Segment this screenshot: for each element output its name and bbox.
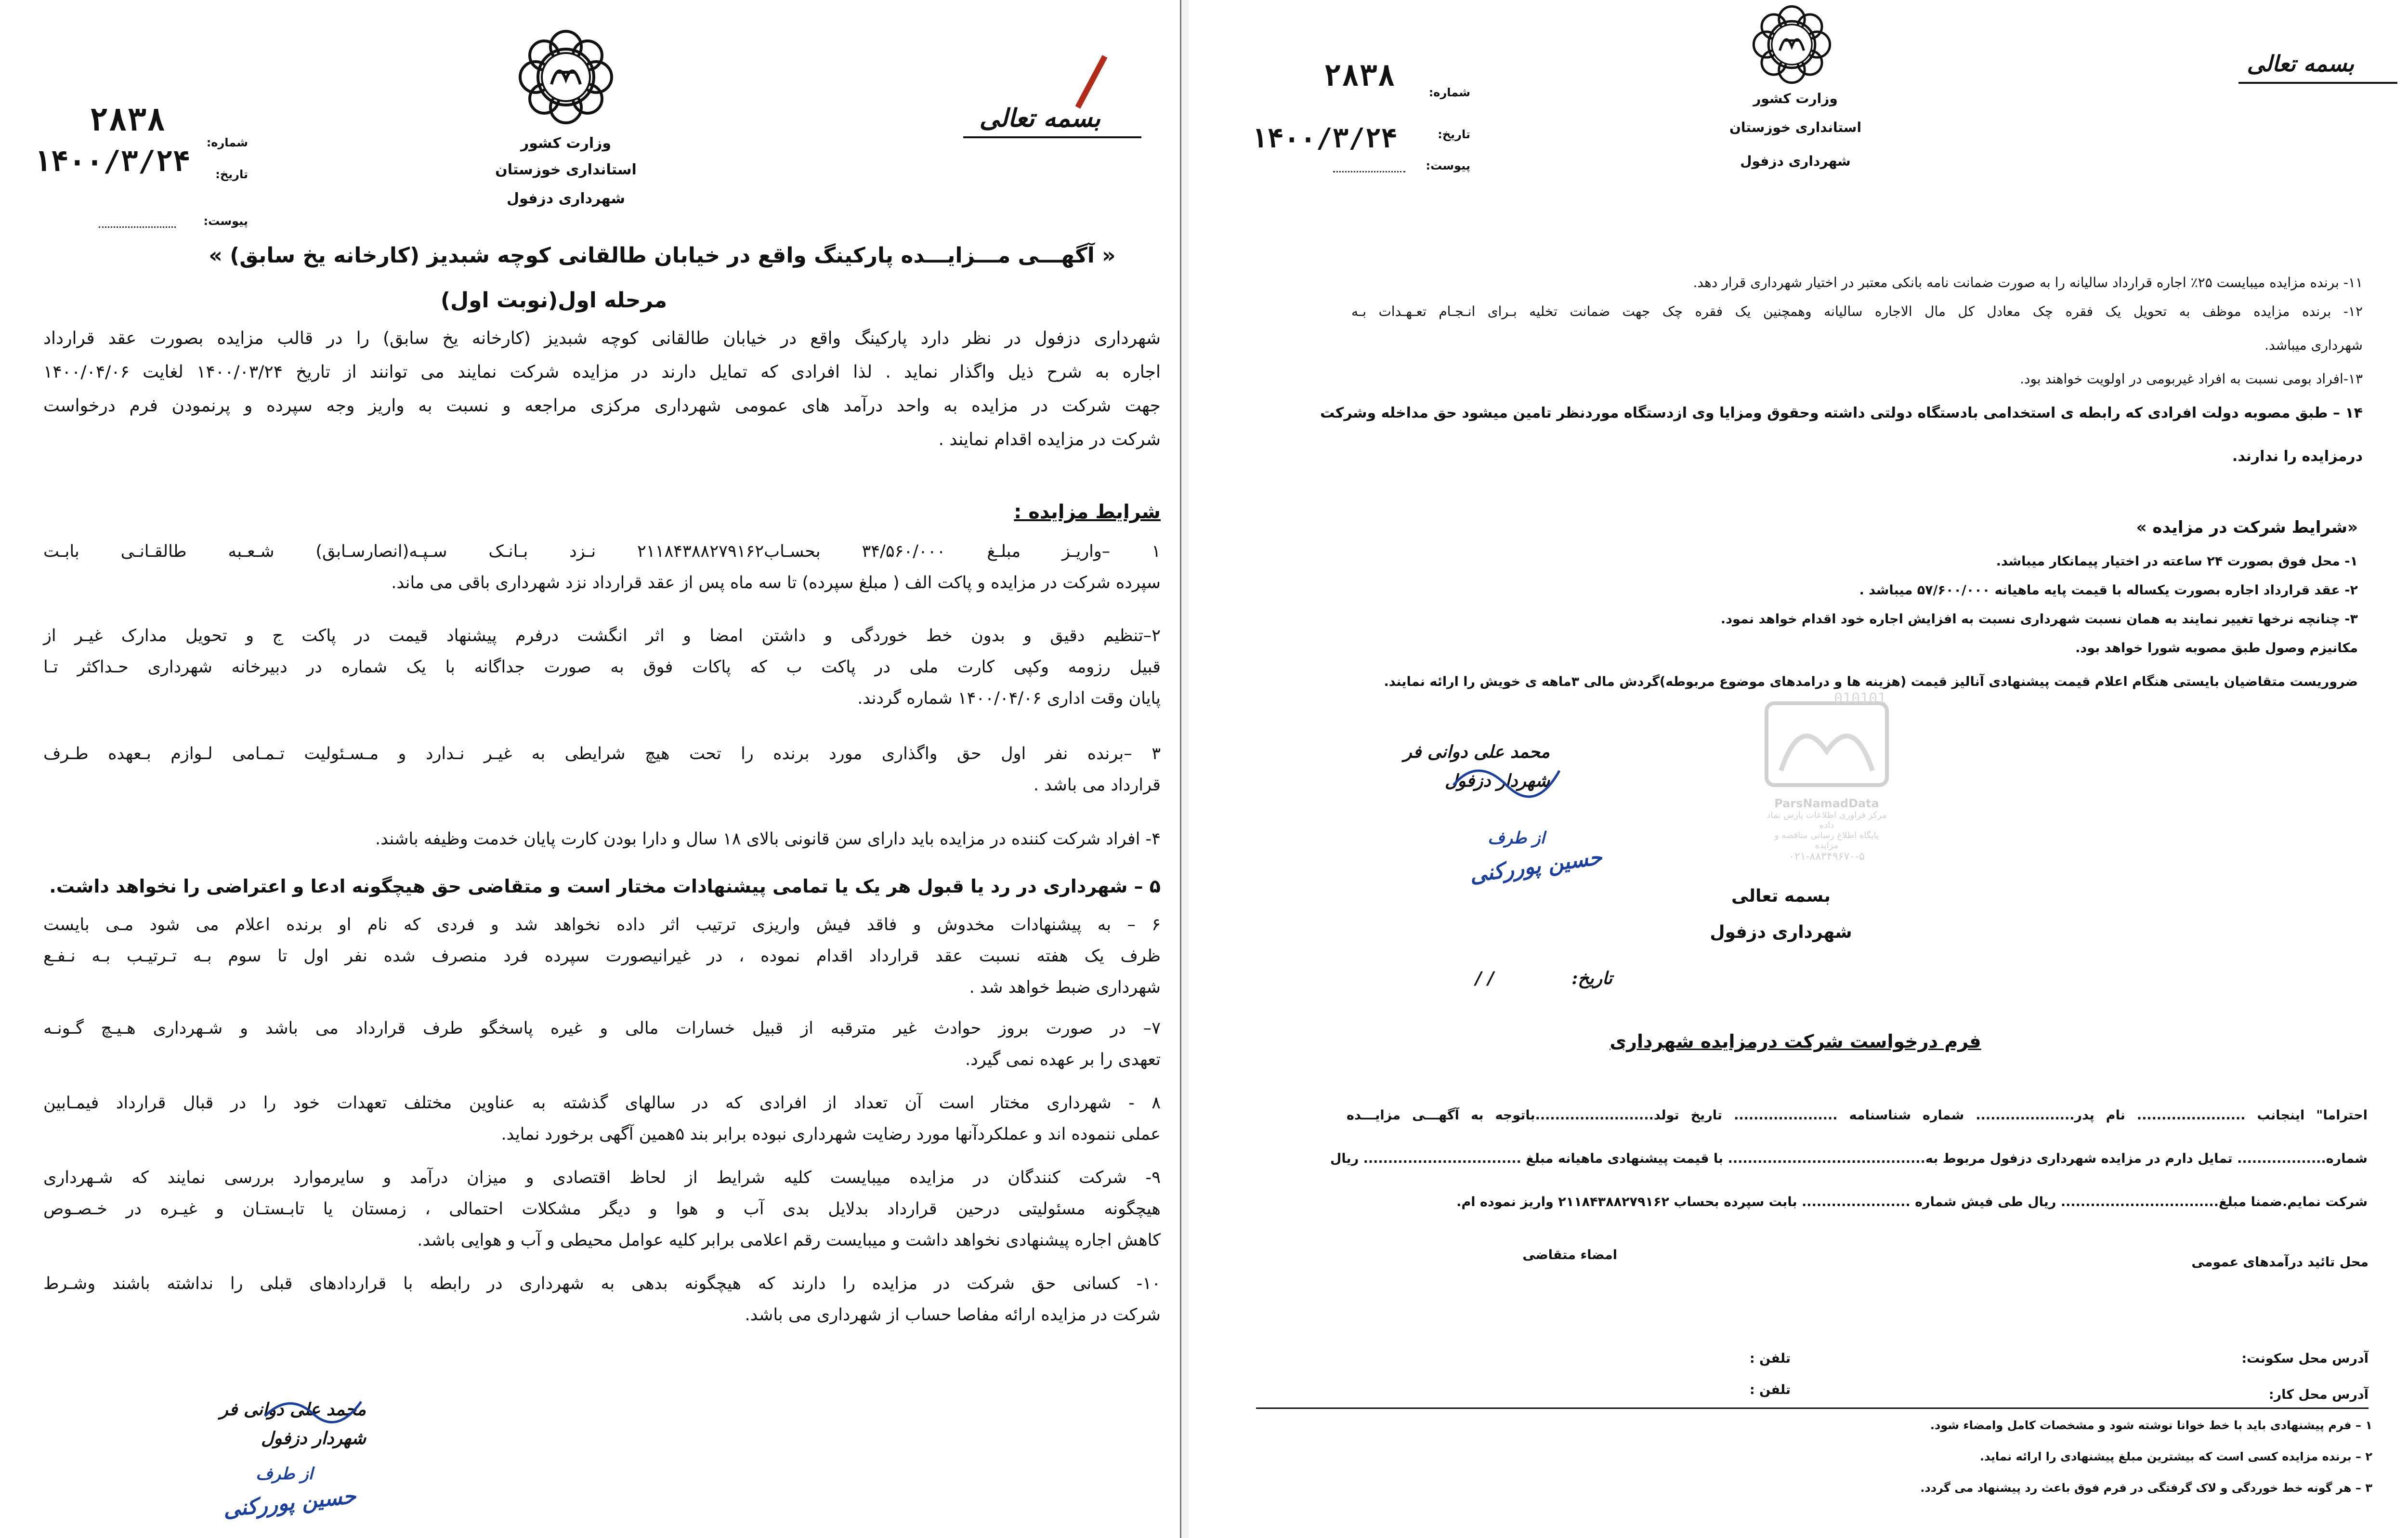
number-value: ۲۸۳۸ — [89, 101, 166, 138]
intro-line: شهرداری دزفول در نظر دارد پارکینگ واقع در خیابان طالقانی کوچه شبدیز (کارخانه یخ سابق) را در قالب مزایده بصورت عقد قرارداد — [43, 329, 1161, 348]
participation-line: ۳- چنانچه نرخها تغییر نمایند به همان نسبت شهرداری نسبت به افزایش اجاره خود اقدام خواهد نمود. — [1720, 612, 2358, 627]
watermark-brand: ParsNamadData — [1774, 797, 1879, 810]
mayor-name: محمد علی دوانی فر — [1403, 742, 1550, 762]
work-address-label[interactable]: آدرس محل کار: — [2268, 1387, 2369, 1402]
participation-line: مکانیزم وصول طبق مصوبه شورا خواهد بود. — [2075, 641, 2358, 656]
number-label: شماره: — [1428, 86, 1470, 99]
svg-text:010101: 010101 — [1834, 690, 1886, 707]
date-label: تاریخ: — [215, 168, 248, 181]
participation-line: ۲- عقد قرارداد اجاره بصورت یکساله با قیمت پایه ماهیانه ۵۷/۶۰۰/۰۰۰ میباشد . — [1859, 583, 2358, 598]
attachment-label: پیوست: — [203, 214, 248, 228]
form-row: شرکت نمایم.ضمنا مبلغ................................ ریال طی فیش شماره ...................... بابت سپرده بحساب ۲۱۱۸۴۳۸۸۲۷۹۱۶۲ واریز نموده ام. — [1456, 1195, 2368, 1209]
intro-line: جهت شرکت در مزایده به واحد درآمد های عمومی شهرداری مرکزی مراجعه و نسبت به واریز وجه سپرده و پرنمودن فرم درخواست — [43, 396, 1161, 416]
condition-line: ۹- شرکت کنندگان در مزایده میبایست کلیه شرایط از لحاظ اقتصادی و میزان درآمد و سایرموارد بررسی نمایند که شـهرداری — [43, 1168, 1161, 1187]
item-line: ۱۴ – طبق مصوبه دولت افرادی که رابطه ی استخدامی بادستگاه دولتی داشته وحقوق ومزایا وی ازدستگاه موردنظر تامین میشود حق مداخله وشرکت — [1320, 405, 2363, 421]
revenue-confirm-label: محل تائید درآمدهای عمومی — [2191, 1255, 2369, 1270]
conditions-heading: شرایط مزایده : — [1014, 501, 1161, 523]
municipality-emblem-icon — [515, 26, 616, 128]
condition-line: ۵ – شهرداری در رد یا قبول هر یک یا تمامی پیشنهادات مختار است و متقاضی حق هیچگونه ادعا و اعتراضی را نخواهد داشت. — [49, 876, 1161, 897]
applicant-signature-label: امضاء متقاضی — [1522, 1248, 1617, 1262]
signer-signature: حسین پوررکنی — [1468, 844, 1604, 888]
condition-line: ۸ - شهرداری مختار است آن تعداد از افرادی که در سالهای گذشته به عناوین مختلف تعهدات خود را در قبال قرارداد فیمـابین — [43, 1093, 1161, 1113]
intro-line: شرکت در مزایده اقدام نمایند . — [938, 430, 1161, 449]
number-label: شماره: — [206, 136, 248, 149]
condition-line: ۱۰- کسانی حق شرکت در مزایده را دارند که هیچگونه بدهی به شهرداری در رابطه با قراردادهای قبلی را نداشته باشند وشـرط — [43, 1274, 1161, 1293]
participation-line: ۱- محل فوق بصورت ۲۴ ساعته در اختیار پیمانکار میباشد. — [1996, 554, 2358, 569]
attachment-dotted-line — [99, 226, 176, 228]
municipality-label: شهرداری دزفول — [1740, 153, 1851, 169]
basmala-handwritten: بسمه تعالی — [979, 104, 1100, 133]
mayor-position: شهردار دزفول — [261, 1428, 366, 1448]
signer-signature: حسین پوررکنی — [222, 1484, 357, 1522]
condition-line: ۱ –واریـز مبلـغ ۳۴/۵۶۰/۰۰۰ بحسـاب۲۱۱۸۴۳۸۸۲۷۹۱۶۲ نـزد بـانـک سـپـه(انصارسـابق) شـعـبه طالقـانـی بابـت — [43, 542, 1161, 561]
form-basmala: بسمه تعالی — [1731, 886, 1831, 906]
date-value: ۱۴۰۰/۳/۲۴ — [1251, 123, 1398, 154]
announcement-subtitle: مرحله اول(نوبت اول) — [440, 288, 667, 313]
condition-line: قبیل رزومه وکپی کارت ملی در پاکت ب که پاکات فوق به صورت جداگانه با یک شماره در دبیرخانه شهرداری حـداکثر تـا — [43, 657, 1161, 677]
red-pen-mark — [1075, 55, 1108, 109]
mayor-name: محمد علی دوانی فر — [220, 1399, 366, 1420]
form-row: شماره.................. تمایل دارم در مزایده شهرداری دزفول مربوط به........................................ با قیمت پیشنهادی ماهیانه مبلغ ................................ ریال — [1330, 1151, 2368, 1166]
watermark — [1762, 684, 1892, 886]
work-phone-label[interactable]: تلفن : — [1749, 1382, 1791, 1397]
watermark-caption: مرکز فراوری اطلاعات پارس نماد داده — [1767, 810, 1887, 830]
participation-line: ضروریست متقاضیان بایستی هنگام اعلام قیمت پیشنهادی آنالیز قیمت (هزینه ها و درامدهای موضوع مربوطه)گردش مالی ۳ماهه ی خویش را ارائه نمایند. — [1384, 674, 2358, 689]
form-org: شهرداری دزفول — [1710, 922, 1852, 942]
condition-line: پایان وقت اداری ۱۴۰۰/۰۴/۰۶ شماره گردند. — [857, 689, 1161, 708]
item-line: شهرداری میباشد. — [2264, 337, 2363, 353]
announcement-title: « آگهـــی مـــزایـــده پارکینگ واقع در خیابان طالقانی کوچه شبدیز (کارخانه یخ سابق) » — [209, 243, 1116, 268]
date-value: ۱۴۰۰/۳/۲۴ — [34, 145, 191, 178]
form-date-label: تاریخ: — [1571, 968, 1612, 988]
on-behalf-label: از طرف — [1488, 828, 1545, 848]
watermark-subcaption: پایگاه اطلاع رسانی مناقصه و مزایده — [1774, 830, 1879, 851]
notes-divider — [1256, 1407, 2369, 1409]
basmala-handwritten: بسمه تعالی — [2247, 51, 2354, 77]
ministry-label: وزارت کشور — [1753, 91, 1838, 106]
form-date-value: / / — [1475, 968, 1494, 988]
on-behalf-label: از طرف — [256, 1464, 313, 1484]
signature-scribble-icon — [260, 1387, 366, 1431]
condition-line: شهرداری ضبط خواهد شد . — [969, 978, 1161, 997]
form-note: ۳ – هر گونه خط خوردگی و لاک گرفتگی در فرم فوق باعث رد پیشنهاد می گردد. — [1920, 1481, 2372, 1495]
home-phone-label[interactable]: تلفن : — [1749, 1351, 1791, 1366]
number-value: ۲۸۳۸ — [1323, 58, 1396, 93]
form-note: ۲ – برنده مزایده کسی است که بیشترین مبلغ پیشنهادی را ارائه نماید. — [1980, 1450, 2372, 1463]
municipality-label: شهرداری دزفول — [506, 190, 625, 207]
left-page — [0, 0, 1180, 1538]
signature-scribble-icon — [1449, 751, 1564, 804]
condition-line: قرارداد می باشد . — [1033, 776, 1161, 795]
form-title: فرم درخواست شرکت درمزایده شهرداری — [1610, 1031, 1981, 1052]
item-line: ۱۲- برنده مزایده موظف به تحویل یک فقره چک معادل کل مال الاجاره سالیانه وهمچنین یک فقره چک جهت ضمانت تخلیه بـرای انـجـام تعـهـدات بـه — [1351, 303, 2363, 319]
item-line: درمزایده را ندارند. — [2232, 448, 2363, 465]
condition-line: ۷– در صورت بروز حوادث غیر مترقبه از قبیل خسارات مالی و غیره پاسخگو طرف قرارداد می باشد و شـهرداری هـیـچ گـونـه — [43, 1019, 1161, 1038]
province-label: استانداری خوزستان — [495, 161, 637, 178]
basmala-underline — [2238, 82, 2397, 84]
condition-line: ۲–تنظیم دقیق و بدون خط خوردگی و داشتن امضا و اثر انگشت درفرم پیشنهاد قیمت در پاکت ج و تحویل مدارک غیـر از — [43, 626, 1161, 645]
date-label: تاریخ: — [1438, 128, 1470, 141]
condition-line: ۶ – به پیشنهادات مخدوش و فاقد فیش واریزی ترتیب اثر داده نخواهد شد و فردی که نام او برنده اعلام می شود مـی بایست — [43, 915, 1161, 934]
form-note: ۱ – فرم پیشنهادی باید با خط خوانا نوشته شود و مشخصات کامل وامضاء شود. — [1930, 1419, 2372, 1432]
condition-line: تعهدی را بر عهده نمی گیرد. — [965, 1050, 1161, 1069]
condition-line: سپرده شرکت در مزایده و پاکت الف ( مبلغ سپرده) تا سه ماه پس از عقد قرارداد نزد شهرداری باقی می ماند. — [391, 573, 1161, 592]
condition-line: شرکت در مزایده ارائه مفاصا حساب از شهرداری می باشد. — [745, 1305, 1161, 1325]
condition-line: ۳ –برنده نفر اول حق واگذاری مورد برنده را تحت هیچ شرایطی به غیـر نـدارد و مـسـئولیت تـمـامی لـوازم بـعهده طـرف — [43, 744, 1161, 763]
basmala-underline — [963, 136, 1141, 138]
watermark-phone: ۰۲۱-۸۸۳۴۹۶۷۰-۵ — [1789, 851, 1865, 863]
province-label: استانداری خوزستان — [1729, 119, 1862, 135]
item-line: ۱۱- برنده مزایده میبایست ۲۵٪ اجاره قرارداد سالیانه را به صورت ضمانت نامه بانکی معتبر در اختیار شهرداری قرار دهد. — [1693, 275, 2363, 290]
item-line: ۱۳-افراد بومی نسبت به افراد غیربومی در اولویت خواهند بود. — [2020, 371, 2363, 387]
condition-line: عملی ننموده اند و عملکردآنها مورد رضایت شهرداری نبوده برابر بند ۵همین آگهی برخورد نماید. — [501, 1125, 1161, 1144]
home-address-label[interactable]: آدرس محل سکونت: — [2241, 1351, 2369, 1366]
attachment-dotted-line — [1333, 171, 1405, 172]
watermark-logo-icon — [1762, 684, 1892, 795]
right-page — [1189, 0, 2408, 1538]
intro-line: اجاره به شرح ذیل واگذار نماید . لذا افرادی که تمایل دارند در مزایده شرکت نمایند می توانند از تاریخ ۱۴۰۰/۰۳/۲۴ لغایت ۱۴۰۰/۰۴/۰۶ — [43, 362, 1161, 382]
attachment-label: پیوست: — [1426, 159, 1470, 172]
mayor-position: شهردار دزفول — [1445, 771, 1550, 791]
ministry-label: وزارت کشور — [520, 135, 612, 152]
municipality-emblem-icon — [1750, 2, 1834, 87]
form-row: احتراما" اینجانب ...................... نام پدر.................... شماره شناسنامه ..................... تاریخ تولد........................باتوجه به آگهـــی مزایـــده — [1347, 1108, 2368, 1123]
condition-line: ۴- افراد شرکت کننده در مزایده باید دارای سن قانونی بالای ۱۸ سال و دارا بودن کارت پایان خدمت وظیفه باشند. — [375, 829, 1161, 849]
condition-line: هیچگونه مسئولیتی درحین قرارداد بدلایل بدی آب و هوا و دیگر مشکلات احتمالی ، زمستان یا تابـستـان و غیـره در خـصـوص — [43, 1199, 1161, 1219]
condition-line: ظرف یک هفته نسبت عقد قرارداد اقدام نموده ، در غیرانیصورت سپرده فرد منصرف شده نفر اول تا سوم بـه تـرتیـب بـه نـفـع — [43, 946, 1161, 966]
condition-line: کاهش اجاره پیشنهادی نخواهد داشت و میبایست رقم اعلامی برابر کلیه عوامل محیطی و آب و هوایی باشد. — [417, 1231, 1161, 1250]
participation-heading: «شرایط شرکت در مزایده » — [2136, 518, 2358, 537]
